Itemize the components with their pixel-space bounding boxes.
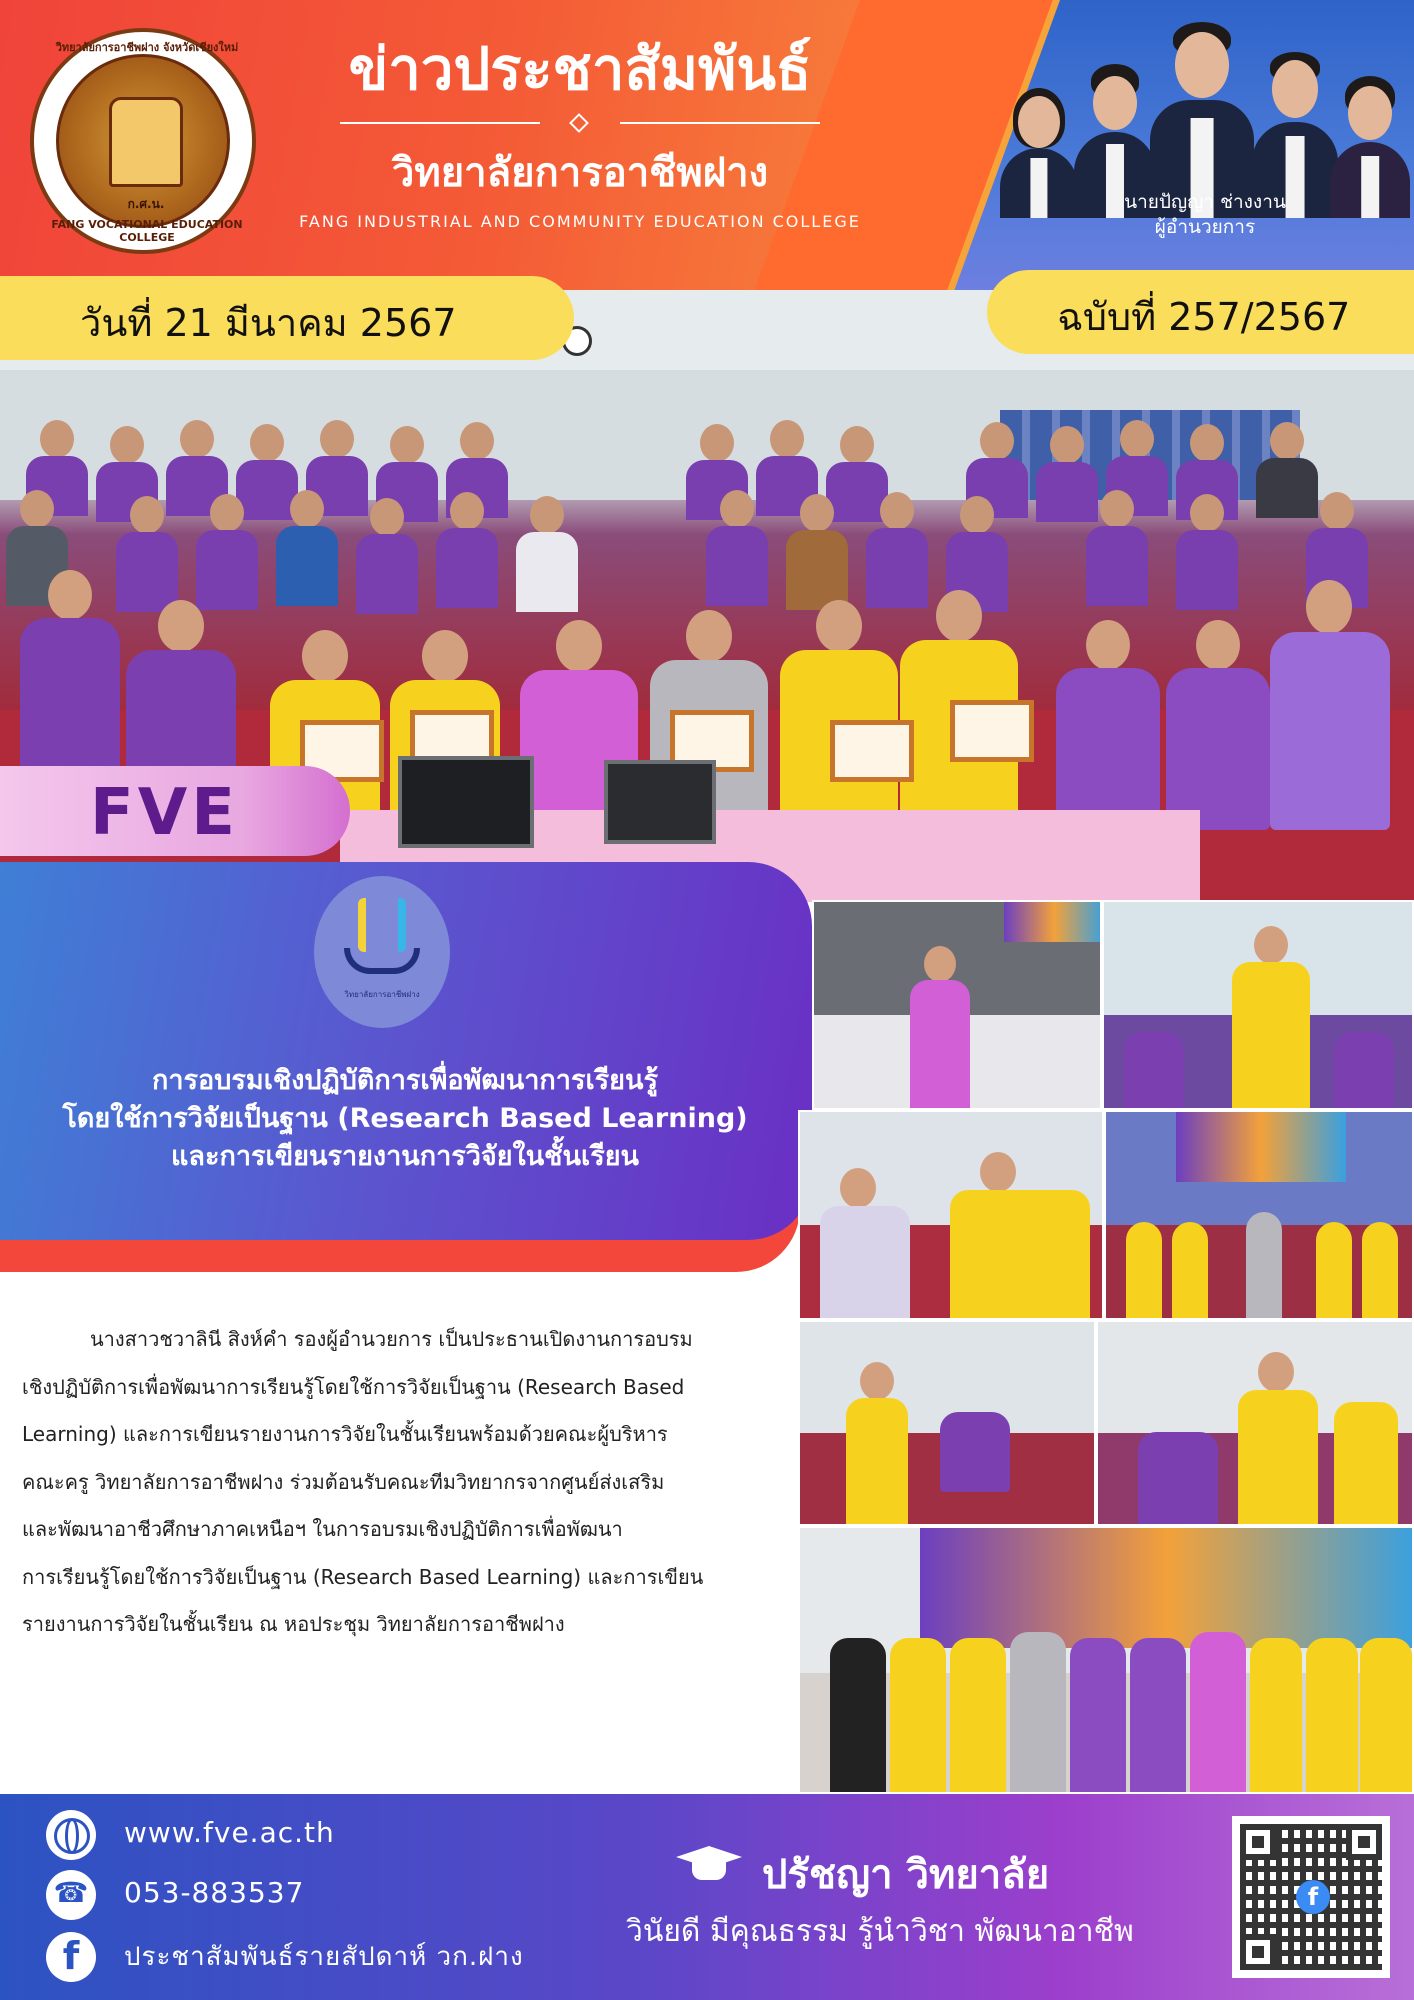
date-pill [0, 276, 574, 360]
college-logo [30, 28, 256, 254]
qr-pattern [1240, 1824, 1382, 1970]
emblem-mark [358, 898, 406, 952]
article-title-line: และการเขียนรายงานการวิจัยในชั้นเรียน [171, 1141, 639, 1172]
certificate [950, 700, 1034, 762]
front-person [1166, 620, 1270, 830]
college-name-thai: วิทยาลัยการอาชีพฝาง [391, 149, 769, 196]
facebook-icon: f [1296, 1880, 1330, 1914]
article-title-line: การอบรมเชิงปฏิบัติการเพื่อพัฒนาการเรียนรู้ [152, 1065, 658, 1096]
event-photo [1102, 900, 1414, 1110]
director-caption [1060, 190, 1350, 240]
main-group-photo [0, 290, 1414, 902]
issue-number: ฉบับที่ 257/2567 [1057, 295, 1351, 339]
audience-crowd [0, 420, 1414, 770]
front-person [1056, 620, 1160, 830]
logo-emblem-icon [109, 97, 183, 187]
issue-date: วันที่ 21 มีนาคม 2567 [80, 301, 457, 345]
executive-figure [1150, 22, 1254, 218]
front-person [1270, 580, 1390, 830]
event-photo [798, 1110, 1104, 1320]
phone-icon: ☎ [46, 1870, 96, 1920]
qr-finder [1240, 1824, 1276, 1860]
laptop [398, 756, 534, 848]
article-title [20, 1062, 790, 1176]
article-body-line: Learning) และการเขียนรายงานการวิจัยในชั้นเรียนพร้อมด้วยคณะผู้บริหาร [22, 1422, 668, 1446]
director-title: ผู้อำนวยการ [1154, 216, 1256, 238]
globe-icon [46, 1810, 96, 1860]
event-photo [1104, 1110, 1414, 1320]
qr-code[interactable] [1232, 1816, 1390, 1978]
graduation-cap-icon [676, 1846, 742, 1890]
article-body [22, 1316, 782, 1649]
front-person [20, 570, 120, 770]
newsletter-title: ข่าวประชาสัมพันธ์ [348, 35, 812, 103]
header-banner [0, 0, 1414, 290]
issue-pill [987, 270, 1414, 354]
college-name-english: FANG INDUSTRIAL AND COMMUNITY EDUCATION COLLEGE [299, 212, 861, 231]
article-body-line: รายงานการวิจัยในชั้นเรียน ณ หอประชุม วิทยาลัยการอาชีพฝาง [22, 1612, 565, 1636]
article-body-line: เชิงปฏิบัติการเพื่อพัฒนาการเรียนรู้โดยใช้การวิจัยเป็นฐาน (Research Based [22, 1374, 685, 1399]
title-divider [340, 118, 820, 128]
event-photo [812, 900, 1102, 1110]
philosophy-motto: วินัยดี มีคุณธรรม รู้นำวิชา พัฒนาอาชีพ [626, 1914, 1134, 1949]
article-body-line: คณะครู วิทยาลัยการอาชีพฝาง ร่วมต้อนรับคณะทีมวิทยากรจากศูนย์ส่งเสริม [22, 1469, 665, 1494]
website-link[interactable]: www.fve.ac.th [124, 1816, 335, 1849]
cap-base [692, 1862, 726, 1880]
qr-finder [1346, 1824, 1382, 1860]
director-name: นายปัญญา ช่างงาน [1124, 191, 1286, 213]
front-person [780, 600, 898, 830]
phone-number[interactable]: 053-883537 [124, 1876, 305, 1909]
article-body-line: และพัฒนาอาชีวศึกษาภาคเหนือฯ ในการอบรมเชิงปฏิบัติการเพื่อพัฒนา [22, 1517, 623, 1541]
college-emblem-icon [314, 876, 450, 1028]
qr-finder [1240, 1934, 1276, 1970]
logo-emblem-disc [56, 54, 230, 228]
article-title-line: โดยใช้การวิจัยเป็นฐาน (Research Based Learning) [62, 1103, 748, 1134]
fve-tag-label: FVE [90, 776, 239, 850]
logo-ring-top-text: วิทยาลัยการอาชีพฝาง จังหวัดเชียงใหม่ [55, 41, 239, 54]
article-body-line: การเรียนรู้โดยใช้การวิจัยเป็นฐาน (Research Based Learning) และการเขียน [22, 1564, 704, 1589]
divider-line-right [620, 122, 820, 124]
emblem-wave [344, 948, 420, 974]
event-photo [1096, 1320, 1414, 1526]
laptop [604, 760, 716, 844]
divider-line-left [340, 122, 540, 124]
event-photo [798, 1320, 1096, 1526]
philosophy-title: ปรัชญา วิทยาลัย [762, 1851, 1050, 1898]
logo-abbrev: ก.ศ.น. [127, 197, 165, 211]
facebook-page-link[interactable]: ประชาสัมพันธ์รายสัปดาห์ วก.ฝาง [124, 1942, 524, 1972]
executives-photo [990, 18, 1410, 218]
event-photo [798, 1526, 1414, 1794]
emblem-text: วิทยาลัยการอาชีพฝาง [344, 990, 420, 999]
facebook-icon: f [46, 1932, 96, 1982]
article-body-line: นางสาวชวาลินี สิงห์คำ รองผู้อำนวยการ เป็นประธานเปิดงานการอบรม [90, 1327, 693, 1351]
fve-tag [0, 766, 350, 856]
certificate [830, 720, 914, 782]
logo-ring-bottom-text: FANG VOCATIONAL EDUCATION COLLEGE [51, 218, 243, 244]
